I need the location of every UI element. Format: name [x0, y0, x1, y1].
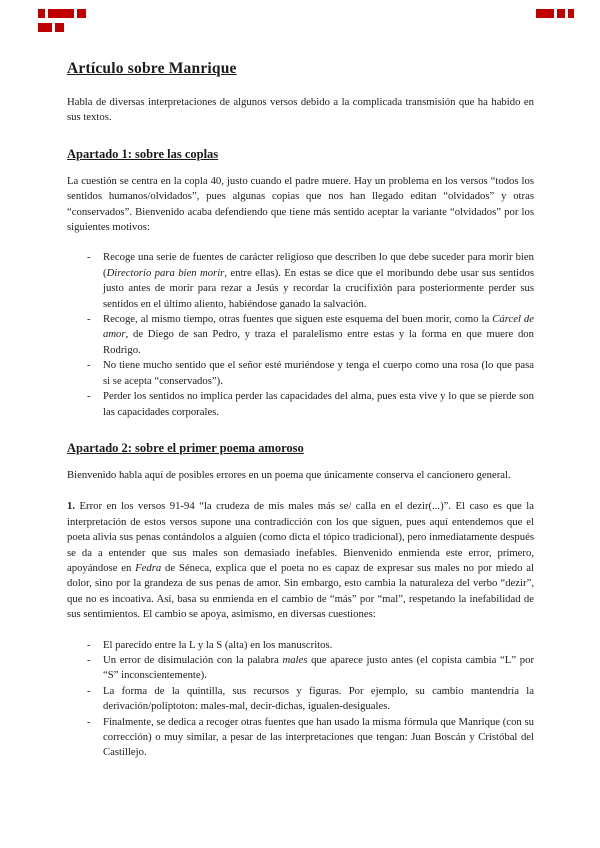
- bullet-marker: -: [87, 638, 91, 651]
- redaction-block: [38, 23, 52, 32]
- redaction-block: [557, 9, 565, 18]
- bullet-marker: -: [87, 684, 91, 697]
- section1-bullet-list: [67, 250, 534, 419]
- redaction-block: [568, 9, 574, 18]
- bullet-marker: -: [87, 653, 91, 666]
- list-item: [67, 312, 534, 358]
- section2-intro-paragraph: Bienvenido habla aquí de posibles errores en un poema que únicamente conserva el cancionero general.: [67, 468, 511, 481]
- list-item: [67, 250, 534, 312]
- redaction-block: [55, 23, 64, 32]
- redaction-block: [536, 9, 554, 18]
- section2-heading: Apartado 2: sobre el primer poema amoroso: [67, 440, 304, 455]
- list-item: [67, 638, 534, 653]
- document-content: [67, 60, 534, 776]
- bullet-text: Perder los sentidos no implica perder las capacidades del alma, pues esta vive y lo que se pierde son las capacidades corporales.: [103, 390, 534, 418]
- section2-bullet-list: [67, 638, 534, 761]
- list-item: [67, 684, 534, 715]
- bullet-text: Recoge una serie de fuentes de carácter religioso que describen lo que debe suceder para morir bien (Directorio para bien morir, entre ellas). En estas se dice que el moribundo debe usar sus sentidos justo antes de morir para rezar a Jesús y recordar la crucifixión para posteriormente perder sus sentidos en el último aliento, habiéndose ganado la salvación.: [103, 251, 534, 310]
- redaction-mark-top-left-1: [38, 9, 86, 18]
- redaction-mark-top-right: [536, 9, 574, 18]
- list-item: [67, 715, 534, 761]
- redaction-block: [48, 9, 74, 18]
- bullet-text: Un error de disimulación con la palabra males que aparece justo antes (el copista cambia “L” por “S” inconscientemente).: [103, 653, 534, 682]
- bullet-marker: -: [87, 390, 91, 403]
- redaction-mark-top-left-2: [38, 23, 64, 32]
- redaction-block: [77, 9, 86, 18]
- intro-paragraph: Habla de diversas interpretaciones de algunos versos debido a la complicada transmisión que ha habido en sus textos.: [67, 96, 534, 124]
- bullet-text: No tiene mucho sentido que el señor esté muriéndose y tenga el cuerpo como una rosa (lo que pasa si se acepta “conservados”).: [103, 359, 534, 387]
- list-item: [67, 653, 534, 684]
- bullet-marker: -: [87, 313, 91, 326]
- bullet-text: El parecido entre la L y la S (alta) en los manuscritos.: [103, 638, 333, 651]
- redaction-block: [38, 9, 45, 18]
- bullet-marker: -: [87, 715, 91, 728]
- section1-heading: Apartado 1: sobre las coplas: [67, 146, 219, 161]
- bullet-text: La forma de la quintilla, sus recursos y figuras. Por ejemplo, su cambio mantendría la derivación/políptoton: males-mal, decir-dichas, igualen-desiguales.: [103, 684, 534, 713]
- page-title: Artículo sobre Manrique: [67, 60, 237, 77]
- bullet-text: Finalmente, se dedica a recoger otras fuentes que han usado la misma fórmula que Manrique (con su corrección) o muy similar, a pesar de las interpretaciones que tengan: Juan Boscán y Cristóbal del Castillejo.: [103, 715, 534, 759]
- list-item: [67, 389, 534, 420]
- bullet-text: Recoge, al mismo tiempo, otras fuentes que siguen este esquema del buen morir, como la Cárcel de amor, de Diego de san Pedro, y traza el paralelismo entre estas y la forma en que muere don Rodrigo.: [103, 313, 535, 356]
- list-item: [67, 358, 534, 389]
- bullet-marker: -: [87, 359, 91, 372]
- section2-paragraph: 1. Error en los versos 91-94 “la crudeza de mis males más se/ calla en el dezir(...)”. El caso es que la interpretación de estos versos supone una contradicción con los que siguen, pues aquí entendemos que el poeta alivia sus penas contándolos a alguien (como dicta el tópico tradicional), pero inmediatamente después se da a entender que sus males son demasiado inefables. Bienvenido enmienda este error, primero, apoyándose en Fedra de Séneca, explica que el poeta no es capaz de expresar sus males no por miedo al dolor, sino por la grandeza de sus penas de amor. Sin embargo, esto cambia la naturaleza del verbo “dezir”, que no es incoativa. Así, basa su enmienda en el cambio de “más” por “mal”, respetando la inefabilidad de sus sentimientos. El cambio se apoya, asimismo, en diversas cuestiones:: [67, 500, 534, 621]
- section1-paragraph: La cuestión se centra en la copla 40, justo cuando el padre muere. Hay un problema en los versos “todos los sentidos humanos/olvidados”, pues algunas copias que nos han llegado editan “olvidados” y otras “conservados”. Bienvenido acaba defendiendo que tiene más sentido aceptar la variante “olvidados” por los siguientes motivos:: [67, 174, 534, 234]
- bullet-marker: -: [87, 251, 91, 264]
